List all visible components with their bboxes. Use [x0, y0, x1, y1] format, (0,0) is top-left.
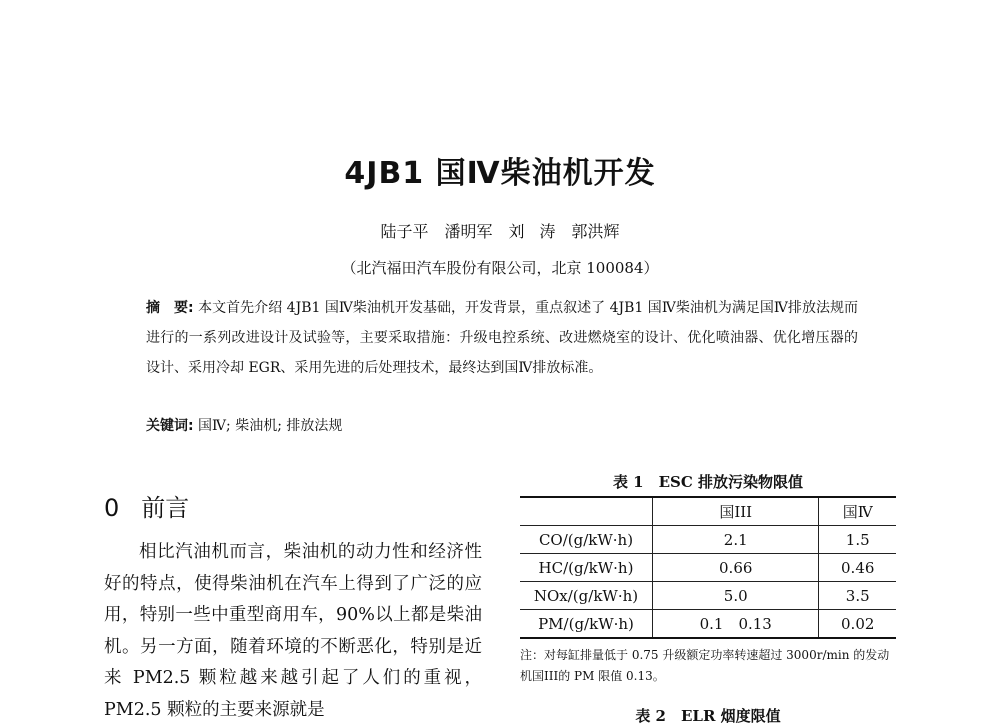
affiliation: （北汽福田汽车股份有限公司，北京 100084） [341, 259, 659, 277]
table-cell: HC/(g/kW·h) [520, 554, 653, 582]
section-title: 前言 [141, 494, 190, 522]
table-cell: CO/(g/kW·h) [520, 526, 653, 554]
section-heading [104, 488, 189, 523]
table-cell: 5.0 [653, 582, 819, 610]
table-cell: 3.5 [819, 582, 896, 610]
abstract [146, 293, 858, 383]
keywords-text: 国Ⅳ; 柴油机; 排放法规 [193, 418, 343, 434]
esc-limits-table [520, 496, 896, 639]
section-number: 0 [104, 494, 120, 522]
keywords [146, 415, 858, 435]
body-text [104, 537, 482, 726]
table-cell: 1.5 [819, 526, 896, 554]
table1-note: 注：对每缸排量低于 0.75 升级额定功率转速超过 3000r/min 的发动机国III的 PM 限值 0.13。 [520, 648, 890, 683]
keywords-label: 关键词: [146, 418, 194, 434]
table-header-cell [520, 497, 653, 526]
table-cell: 0.02 [819, 610, 896, 639]
table-header-row [520, 497, 896, 526]
table-row [520, 582, 896, 610]
author-list: 陆子平 潘明军 刘 涛 郭洪辉 [380, 222, 620, 241]
table-header-cell: 国Ⅳ [819, 497, 896, 526]
table-cell: 2.1 [653, 526, 819, 554]
table-row [520, 554, 896, 582]
table-row [520, 610, 896, 639]
table-cell: 0.66 [653, 554, 819, 582]
table2-caption: 表 2 ELR 烟度限值 [635, 707, 781, 725]
table-row [520, 526, 896, 554]
paper-title: 4JB1 国Ⅳ柴油机开发 [344, 156, 656, 191]
abstract-text: 本文首先介绍 4JB1 国Ⅳ柴油机开发基础，开发背景，重点叙述了 4JB1 国Ⅳ柴油机为满足国Ⅳ排放法规而进行的一系列改进设计及试验等，主要采取措施：升级电控系统、改进燃烧室的设计、优化喷油器、优化增压器的设计、采用冷却 EGR、采用先进的后处理技术，最终达到国Ⅳ排放标准。 [146, 300, 858, 376]
abstract-label: 摘 要: [146, 300, 194, 316]
table-header-cell: 国III [653, 497, 819, 526]
paragraph: 相比汽油机而言，柴油机的动力性和经济性好的特点，使得柴油机在汽车上得到了广泛的应用，特别一些中重型商用车，90%以上都是柴油机。另一方面，随着环境的不断恶化，特别是近来 PM2.5 颗粒越来越引起了人们的重视，PM2.5 颗粒的主要来源就是 [104, 542, 482, 720]
table1-caption: 表 1 ESC 排放污染物限值 [612, 473, 804, 491]
table-cell: PM/(g/kW·h) [520, 610, 653, 639]
table-cell: 0.1 0.13 [653, 610, 819, 639]
table-cell: 0.46 [819, 554, 896, 582]
table-cell: NOx/(g/kW·h) [520, 582, 653, 610]
